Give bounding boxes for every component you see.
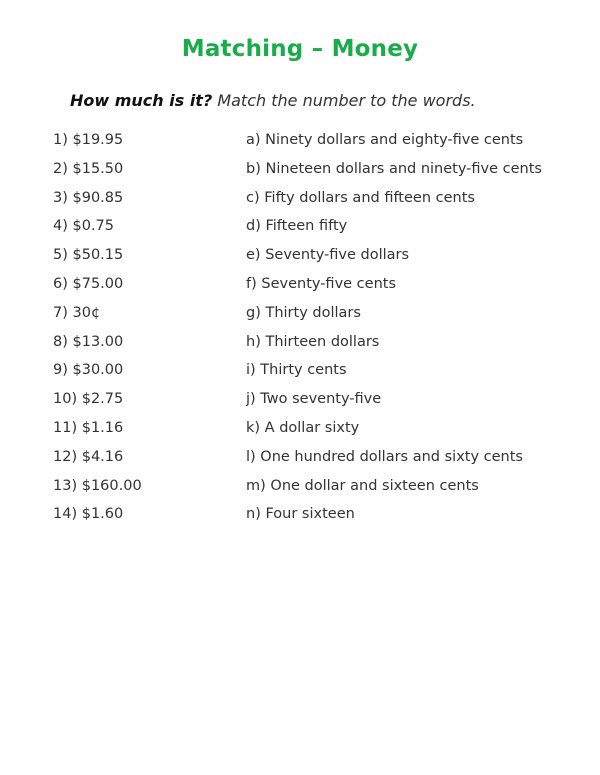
page-title: Matching – Money <box>181 36 419 62</box>
words-column <box>246 130 542 533</box>
word-item: a) Ninety dollars and eighty-five cents <box>246 132 524 148</box>
word-item: n) Four sixteen <box>246 506 355 523</box>
word-item: i) Thirty cents <box>246 362 347 379</box>
word-item: m) One dollar and sixteen cents <box>246 477 479 494</box>
amount-item: 9) $30.00 <box>53 362 124 379</box>
amounts-column <box>53 130 142 533</box>
word-item: g) Thirty dollars <box>246 304 361 321</box>
amount-item: 5) $50.15 <box>53 247 124 264</box>
word-item: k) A dollar sixty <box>246 419 360 436</box>
amount-item: 4) $0.75 <box>53 218 115 235</box>
instruction-question: How much is it? <box>70 91 213 110</box>
instruction <box>70 91 476 110</box>
word-item: j) Two seventy-five <box>246 391 382 408</box>
amount-item: 13) $160.00 <box>53 477 142 494</box>
word-item: e) Seventy-five dollars <box>246 247 410 264</box>
amount-item: 3) $90.85 <box>53 189 124 206</box>
amount-item: 6) $75.00 <box>53 275 124 292</box>
word-item: h) Thirteen dollars <box>246 333 380 350</box>
amount-item: 12) $4.16 <box>53 448 124 465</box>
amount-item: 14) $1.60 <box>53 506 124 523</box>
word-item: c) Fifty dollars and fifteen cents <box>246 189 475 206</box>
amount-item: 8) $13.00 <box>53 333 124 350</box>
amount-item: 11) $1.16 <box>53 419 124 436</box>
word-item: f) Seventy-five cents <box>246 275 397 292</box>
instruction-text: Match the number to the words. <box>212 91 476 110</box>
amount-item: 10) $2.75 <box>53 391 124 408</box>
word-item: b) Nineteen dollars and ninety-five cents <box>246 160 542 177</box>
word-item: l) One hundred dollars and sixty cents <box>246 448 523 465</box>
word-item: d) Fifteen fifty <box>246 218 348 235</box>
amount-item: 2) $15.50 <box>53 160 124 177</box>
amount-item: 1) $19.95 <box>53 132 124 148</box>
amount-item: 7) 30¢ <box>53 304 101 321</box>
